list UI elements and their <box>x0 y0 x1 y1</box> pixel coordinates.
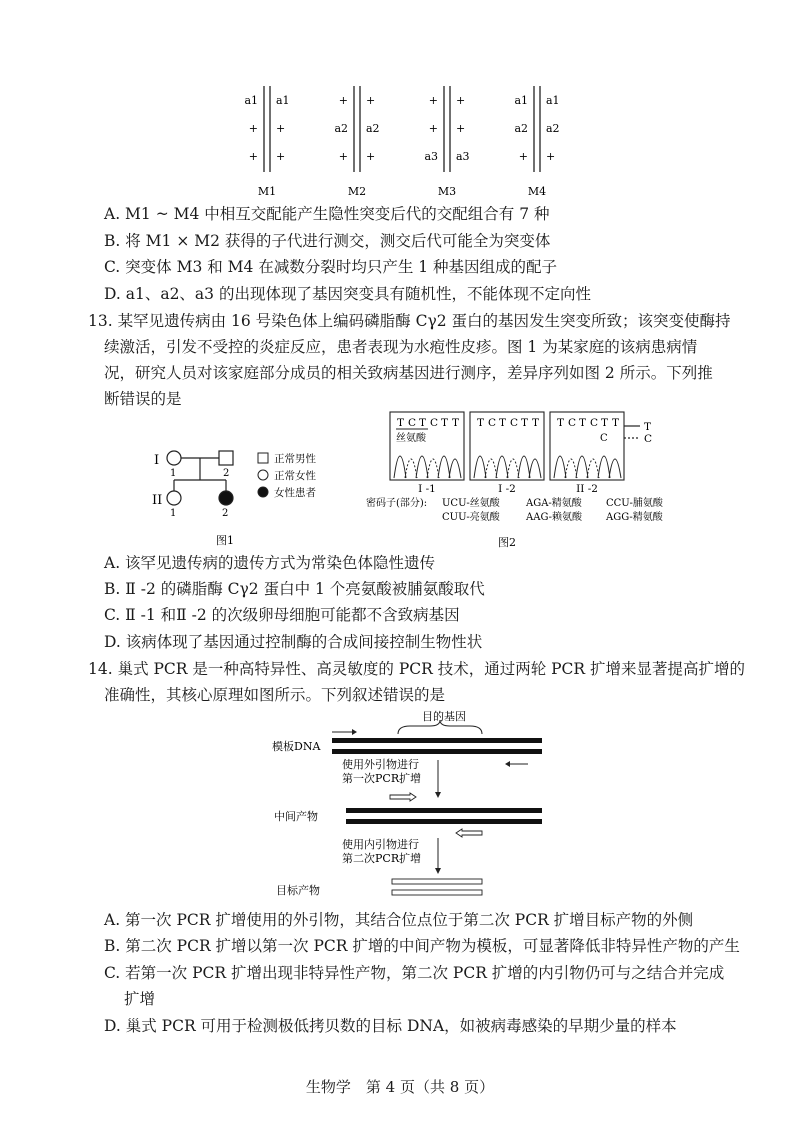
seq-base: C <box>488 417 497 429</box>
pedigree-num-i1: 1 <box>170 468 177 479</box>
seq-base: C <box>430 417 439 429</box>
seq-peak <box>438 456 450 478</box>
intermediate-label: 中间产物 <box>274 810 318 823</box>
seq-peak <box>394 456 406 478</box>
mutant-label: M3 <box>437 185 457 198</box>
allele-label: + <box>276 122 286 135</box>
pedigree-i2-normal-male <box>219 451 233 465</box>
seq-base: T <box>532 417 540 429</box>
allele-label: + <box>248 122 258 135</box>
mutant-label: M4 <box>527 185 547 198</box>
legend-normal-female: 正常女性 <box>274 470 316 482</box>
pedigree-ii2-affected-female <box>219 491 233 505</box>
template-strand-top <box>332 738 542 743</box>
allele-label: a3 <box>456 150 470 163</box>
seq-base: T <box>452 417 460 429</box>
mutant-label: M2 <box>347 185 367 198</box>
pedigree-num-i2: 2 <box>223 468 230 479</box>
step2-line1: 使用内引物进行 <box>342 838 419 851</box>
allele-label: a2 <box>366 122 380 135</box>
q14-option-c: C. 若第一次 PCR 扩增出现非特异性产物，第二次 PCR 扩增的内引物仍可与之结合并完成 <box>104 964 725 982</box>
seq-peak <box>507 459 519 478</box>
seq-base: C <box>408 417 417 429</box>
allele-label: + <box>366 94 376 107</box>
q14-option-b: B. 第二次 PCR 扩增以第一次 PCR 扩增的中间产物为模板，可显著降低非特异性产物的产生 <box>104 937 740 955</box>
q13-option-d: D. 该病体现了基因通过控制酶的合成间接控制生物性状 <box>104 633 483 651</box>
seq-peak <box>609 459 621 478</box>
allele-label: a2 <box>514 122 528 135</box>
seq-peak <box>449 459 461 478</box>
seq-note: 丝氨酸 <box>396 433 426 444</box>
seq-base: T <box>612 417 620 429</box>
seq-peak <box>598 456 610 478</box>
inner-primer-reverse <box>456 829 482 837</box>
allele-label: + <box>248 150 258 163</box>
seq-base: T <box>521 417 529 429</box>
legend-female-icon <box>258 470 268 480</box>
seq-peak <box>427 459 439 478</box>
codon-1: UCU-丝氨酸 <box>442 498 500 509</box>
seq-base: T <box>441 417 449 429</box>
step1-line1: 使用外引物进行 <box>342 758 419 771</box>
seq-base: C <box>590 417 599 429</box>
allele-label: a1 <box>244 94 258 107</box>
product-strand-bottom <box>392 890 482 895</box>
legend-male-icon <box>258 453 268 463</box>
seq-peak <box>529 459 541 478</box>
seq-base: T <box>601 417 609 429</box>
allele-label: a1 <box>546 94 560 107</box>
allele-label: a2 <box>334 122 348 135</box>
seq-base: T <box>557 417 565 429</box>
allele-label: + <box>428 122 438 135</box>
seq-peak <box>587 459 599 478</box>
codon-6: AGG-精氨酸 <box>606 512 663 523</box>
allele-label: a2 <box>546 122 560 135</box>
seq-base: T <box>579 417 587 429</box>
allele-label: + <box>428 94 438 107</box>
q12-option-b: B. 将 M1 × M2 获得的子代进行测交，测交后代可能全为突变体 <box>104 232 551 250</box>
target-gene-label: 目的基因 <box>422 710 466 723</box>
step2-arrow-head <box>435 868 441 874</box>
seq-base: T <box>419 417 427 429</box>
q14-stem-line-1: 14. 巢式 PCR 是一种高特异性、高灵敏度的 PCR 技术，通过两轮 PCR 扩增来显著提高扩增的 <box>88 660 746 678</box>
q14-option-a: A. 第一次 PCR 扩增使用的外引物，其结合位点位于第二次 PCR 扩增目标产物的外侧 <box>104 911 694 929</box>
template-label: 模板DNA <box>272 740 321 753</box>
gen-label-ii: II <box>152 493 163 508</box>
intermediate-strand-top <box>346 808 542 813</box>
seq-peak <box>474 456 486 478</box>
seq-base: T <box>499 417 507 429</box>
allele-label: + <box>518 150 528 163</box>
inner-primer-forward <box>390 793 416 801</box>
codon-title: 密码子(部分): <box>366 498 428 509</box>
pedigree-i1-normal-female <box>167 451 181 465</box>
q14-stem-line-2: 准确性，其核心原理如图所示。下列叙述错误的是 <box>104 686 446 704</box>
gen-label-i: I <box>154 453 160 468</box>
seq-peak <box>554 456 566 478</box>
codon-3: CCU-脯氨酸 <box>606 498 663 509</box>
fig1-caption: 图1 <box>216 534 234 547</box>
seq-peak <box>485 459 497 478</box>
mutant-label: M1 <box>257 185 277 198</box>
nested-pcr-diagram <box>270 704 570 904</box>
template-strand-bottom <box>332 749 542 754</box>
codon-4: CUU-亮氨酸 <box>442 512 500 523</box>
step1-arrow-head <box>435 792 441 798</box>
outer-primer-forward-head <box>352 729 357 735</box>
q12-option-a: A. M1 ~ M4 中相互交配能产生隐性突变后代的交配组合有 7 种 <box>104 205 550 223</box>
sequencing-figure <box>360 408 680 558</box>
product-strand-top <box>392 879 482 884</box>
legend-c-label: C <box>644 433 653 445</box>
seq-base: T <box>397 417 405 429</box>
allele-label: + <box>546 150 556 163</box>
seq-peak <box>576 456 588 478</box>
pedigree-figure <box>150 440 370 550</box>
page-footer: 生物学 第 4 页（共 8 页） <box>305 1078 495 1096</box>
pedigree-num-ii1: 1 <box>170 508 177 519</box>
q13-stem-line-3: 况，研究人员对该家庭部分成员的相关致病基因进行测序，差异序列如图 2 所示。下列推 <box>104 364 713 382</box>
q13-stem-line-4: 断错误的是 <box>104 390 182 408</box>
seq-peak <box>565 459 577 478</box>
allele-label: + <box>366 150 376 163</box>
q12-option-d: D. a1、a2、a3 的出现体现了基因突变具有随机性，不能体现不定向性 <box>104 285 591 303</box>
allele-label: a3 <box>424 150 438 163</box>
codon-5: AAG-赖氨酸 <box>526 512 582 523</box>
pedigree-num-ii2: 2 <box>222 508 229 519</box>
fig2-caption: 图2 <box>498 536 516 549</box>
legend-t-label: T <box>644 421 652 433</box>
seq-peak <box>416 456 428 478</box>
product-label: 目标产物 <box>276 884 320 897</box>
pedigree-ii1-normal-female <box>167 491 181 505</box>
q13-option-c: C. Ⅱ -1 和Ⅱ -2 的次级卵母细胞可能都不含致病基因 <box>104 606 460 624</box>
q13-option-b: B. Ⅱ -2 的磷脂酶 Cγ2 蛋白中 1 个亮氨酸被脯氨酸取代 <box>104 580 485 598</box>
seq-panel-label: I -2 <box>498 483 516 495</box>
legend-normal-male: 正常男性 <box>274 453 316 465</box>
seq-peak <box>518 456 530 478</box>
allele-label: a1 <box>514 94 528 107</box>
codon-2: AGA-精氨酸 <box>526 498 582 509</box>
seq-base: C <box>510 417 519 429</box>
q14-option-c-cont: 扩增 <box>124 990 156 1008</box>
chromosome-diagram <box>230 80 590 205</box>
allele-label: a1 <box>276 94 290 107</box>
q13-option-a: A. 该罕见遗传病的遗传方式为常染色体隐性遗传 <box>104 554 436 572</box>
q13-stem-line-2: 续激活，引发不受控的炎症反应，患者表现为水疱性皮疹。图 1 为某家庭的该病患病情 <box>104 338 698 356</box>
seq-panel-label: II -2 <box>576 483 598 495</box>
seq-peak <box>405 459 417 478</box>
seq-base: T <box>477 417 485 429</box>
q13-stem-line-1: 13. 某罕见遗传病由 16 号染色体上编码磷脂酶 Cγ2 蛋白的基因发生突变所致；该突变使酶持 <box>88 312 731 330</box>
q12-option-c: C. 突变体 M3 和 M4 在减数分裂时均只产生 1 种基因组成的配子 <box>104 258 558 276</box>
allele-label: + <box>338 94 348 107</box>
seq-panel-label: I -1 <box>418 483 436 495</box>
target-gene-brace <box>398 720 482 734</box>
seq-note: C <box>600 433 608 444</box>
allele-label: + <box>456 122 466 135</box>
allele-label: + <box>338 150 348 163</box>
outer-primer-reverse-head <box>505 761 510 767</box>
q14-option-d: D. 巢式 PCR 可用于检测极低拷贝数的目标 DNA，如被病毒感染的早期少量的样本 <box>104 1017 677 1035</box>
step2-line2: 第二次PCR扩增 <box>342 852 422 865</box>
seq-peak <box>496 456 508 478</box>
intermediate-strand-bottom <box>346 819 542 824</box>
allele-label: + <box>276 150 286 163</box>
legend-affected-icon <box>258 487 268 497</box>
allele-label: + <box>456 94 466 107</box>
legend-affected-female: 女性患者 <box>274 487 316 499</box>
step1-line2: 第一次PCR扩增 <box>342 772 422 785</box>
seq-base: C <box>568 417 577 429</box>
